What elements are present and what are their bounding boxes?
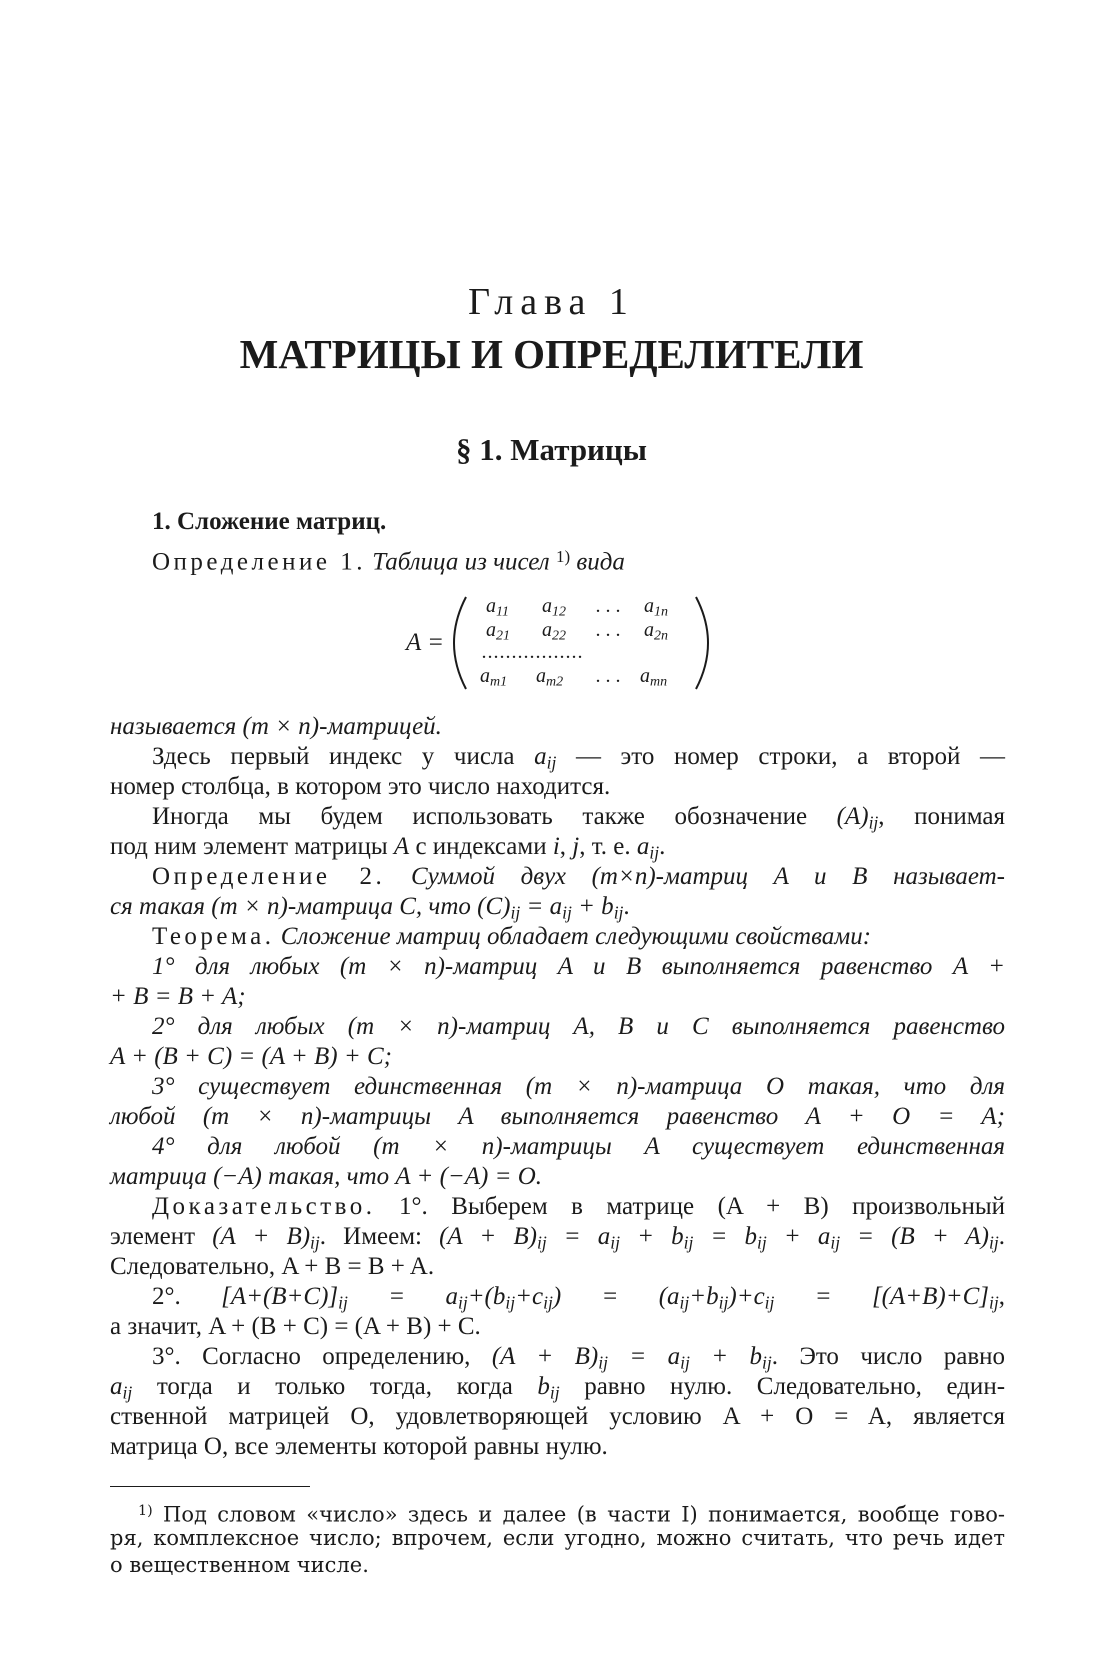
proof-step2-formula: $[A+(B+C)]_{ij} = a_{ij}+(b_{ij}+c_{ij}) = (a_{ij}+b_{ij})+c_{ij} = [(A+B)+C]_{ij}$ bbox=[221, 1283, 999, 1313]
theorem-property-1-line2: + B = B + A; bbox=[110, 983, 246, 1010]
matrix-cell-am2: $a_{m2}$ bbox=[536, 665, 564, 690]
matrix-cell-dots-1: . . . bbox=[596, 595, 621, 617]
definition-1-label: Определение 1. bbox=[152, 548, 366, 576]
proof-step3-text-c: тогда и только тогда, когда bbox=[156, 1373, 513, 1400]
theorem-property-1-line1: 1° для любых (m × n)-матриц A и B выполняется равенство A + bbox=[152, 953, 1005, 980]
matrix-cell-a12: $a_{12}$ bbox=[542, 595, 566, 620]
theorem-line bbox=[152, 922, 1005, 952]
proof-formula-1: $(A + B)_{ij}$ bbox=[212, 1223, 320, 1253]
proof-step2-line1: 2°. $[A+(B+C)]_{ij} = a_{ij}+(b_{ij}+c_{ij}) = (a_{ij}+b_{ij})+c_{ij} = [(A+B)+C]_{ij}$, bbox=[152, 1283, 1006, 1313]
para2-text-d: с индексами bbox=[415, 833, 547, 860]
proof-step2-label: 2°. bbox=[152, 1283, 181, 1310]
proof-step3-formula-3: $b_{ij}$ bbox=[537, 1373, 560, 1403]
matrix-dots-row: ................. bbox=[482, 641, 584, 663]
para2-text-e: , т. е. bbox=[579, 833, 631, 860]
theorem-property-4-line2: матрица (−A) такая, что A + (−A) = O. bbox=[110, 1163, 543, 1190]
definition-2-label: Определение 2. bbox=[152, 863, 386, 890]
theorem-property-2-line1: 2° для любых (m × n)-матриц A, B и C выполняется равенство bbox=[152, 1013, 1005, 1040]
proof-formula-2: $(A + B)_{ij} = a_{ij} + b_{ij} = b_{ij} + a_{ij} = (B + A)_{ij}$ bbox=[439, 1223, 999, 1253]
proof-line2: элемент $(A + B)_{ij}$. Имеем: $(A + B)_{ij} = a_{ij} + b_{ij} = b_{ij} + a_{ij} = (B + A)_{ij}$. bbox=[110, 1223, 1005, 1253]
footnote-mark: 1) bbox=[138, 1503, 153, 1519]
proof-line3: Следовательно, A + B = B + A. bbox=[110, 1253, 435, 1280]
para2-text-b: , понимая bbox=[878, 803, 1005, 830]
proof-step3-text-b: . Это число равно bbox=[771, 1343, 1006, 1370]
proof-text-2a: элемент bbox=[110, 1223, 196, 1250]
matrix-cell-a21: $a_{21}$ bbox=[486, 619, 510, 644]
para2-text-a: Иногда мы будем использовать также обозначение bbox=[152, 803, 808, 830]
definition-1-text: Таблица из чисел bbox=[372, 548, 550, 576]
para1-formula: $a_{ij}$ bbox=[534, 743, 557, 773]
proof-line1 bbox=[152, 1192, 1005, 1222]
proof-step3-formula-2: $a_{ij}$ bbox=[110, 1373, 133, 1403]
footnote-ref: 1) bbox=[555, 547, 571, 566]
theorem-label: Теорема. bbox=[152, 923, 275, 950]
proof-step3-line4: матрица O, все элементы которой равны нулю. bbox=[110, 1433, 608, 1460]
matrix-cell-amn: $a_{mn}$ bbox=[640, 665, 668, 690]
para2-line2: под ним элемент матрицы A с индексами i, j, т. е. $a_{ij}$. bbox=[110, 833, 666, 863]
para2-formula-4: j bbox=[572, 833, 580, 860]
footnote-rule bbox=[110, 1486, 310, 1487]
para2-formula-3: i bbox=[552, 833, 560, 860]
proof-text-2b: . Имеем: bbox=[319, 1223, 422, 1250]
proof-label: Доказательство. bbox=[152, 1193, 376, 1220]
matrix-cell-a1n: $a_{1n}$ bbox=[644, 595, 668, 620]
section-title: § 1. Матрицы bbox=[456, 432, 647, 467]
para1-line2: номер столбца, в котором это число находится. bbox=[110, 773, 611, 800]
matrix-cell-am1: $a_{m1}$ bbox=[480, 665, 508, 690]
matrix-cell-dots-2: . . . bbox=[596, 619, 621, 641]
proof-step3-text-a: 3°. Согласно определению, bbox=[152, 1343, 471, 1370]
proof-step3-text-d: равно нулю. Следовательно, един- bbox=[584, 1373, 1006, 1400]
proof-step2-line2: а значит, A + (B + C) = (A + B) + C. bbox=[110, 1313, 481, 1340]
matrix-caption: называется (m × n)-матрицей. bbox=[110, 713, 442, 740]
theorem-text: Сложение матриц обладает следующими свойствами: bbox=[280, 923, 872, 950]
para1-text-a: Здесь первый индекс у числа bbox=[152, 743, 515, 770]
para2-formula-1: $(A)_{ij}$ bbox=[836, 803, 879, 833]
definition-1-tail: вида bbox=[576, 548, 625, 576]
definition-2-line1 bbox=[152, 862, 1005, 892]
proof-step3-formula-1: $(A + B)_{ij} = a_{ij} + b_{ij}$ bbox=[491, 1343, 772, 1373]
matrix-cell-dots-3: . . . bbox=[596, 665, 621, 687]
theorem-property-3-line2: любой (m × n)-матрицы A выполняется равенство A + O = A; bbox=[110, 1103, 1005, 1130]
definition-2-formula: $(C)_{ij} = a_{ij} + b_{ij}$ bbox=[477, 893, 624, 923]
definition-2-text-2: ся такая (m × n)-матрица C, что bbox=[110, 893, 471, 920]
matrix-equation bbox=[400, 593, 720, 693]
subsection-title: 1. Сложение матриц. bbox=[152, 508, 387, 535]
matrix-cell-a2n: $a_{2n}$ bbox=[644, 619, 668, 644]
footnote-line3: о вещественном числе. bbox=[110, 1553, 369, 1577]
matrix-cell-a22: $a_{22}$ bbox=[542, 619, 566, 644]
chapter-title: МАТРИЦЫ И ОПРЕДЕЛИТЕЛИ bbox=[239, 331, 864, 377]
theorem-property-2-line2: A + (B + C) = (A + B) + C; bbox=[110, 1043, 393, 1070]
definition-1-line bbox=[152, 542, 1005, 578]
theorem-property-3-line1: 3° существует единственная (m × n)-матрица O такая, что для bbox=[152, 1073, 1005, 1100]
matrix-cell-a11: $a_{11}$ bbox=[486, 595, 509, 620]
proof-step3-line3: ственной матрицей O, удовлетворяющей условию A + O = A, является bbox=[110, 1403, 1005, 1430]
para2-formula-5: $a_{ij}$ bbox=[636, 833, 660, 863]
theorem-property-4-line1: 4° для любой (m × n)-матрицы A существует единственная bbox=[152, 1133, 1005, 1160]
footnote-text-1: Под словом «число» здесь и далее (в части I) понимается, вообще гово- bbox=[163, 1502, 1005, 1527]
definition-2-period: . bbox=[623, 893, 630, 920]
footnote-line2: ря, комплексное число; впрочем, если угодно, можно считать, что речь идет bbox=[110, 1526, 1005, 1550]
proof-text-1: 1°. Выберем в матрице (A + B) произвольный bbox=[399, 1193, 1005, 1220]
para1-text-b: — это номер строки, а второй — bbox=[575, 743, 1006, 770]
para2-formula-2: A bbox=[393, 833, 410, 860]
para2-text-c: под ним элемент матрицы bbox=[110, 833, 388, 860]
chapter-label: Глава 1 bbox=[468, 281, 635, 323]
definition-2-text: Суммой двух (m×n)-матриц A и B называет- bbox=[410, 863, 1005, 890]
matrix-lhs: A = bbox=[406, 629, 444, 656]
footnote-line1 bbox=[138, 1498, 1005, 1527]
